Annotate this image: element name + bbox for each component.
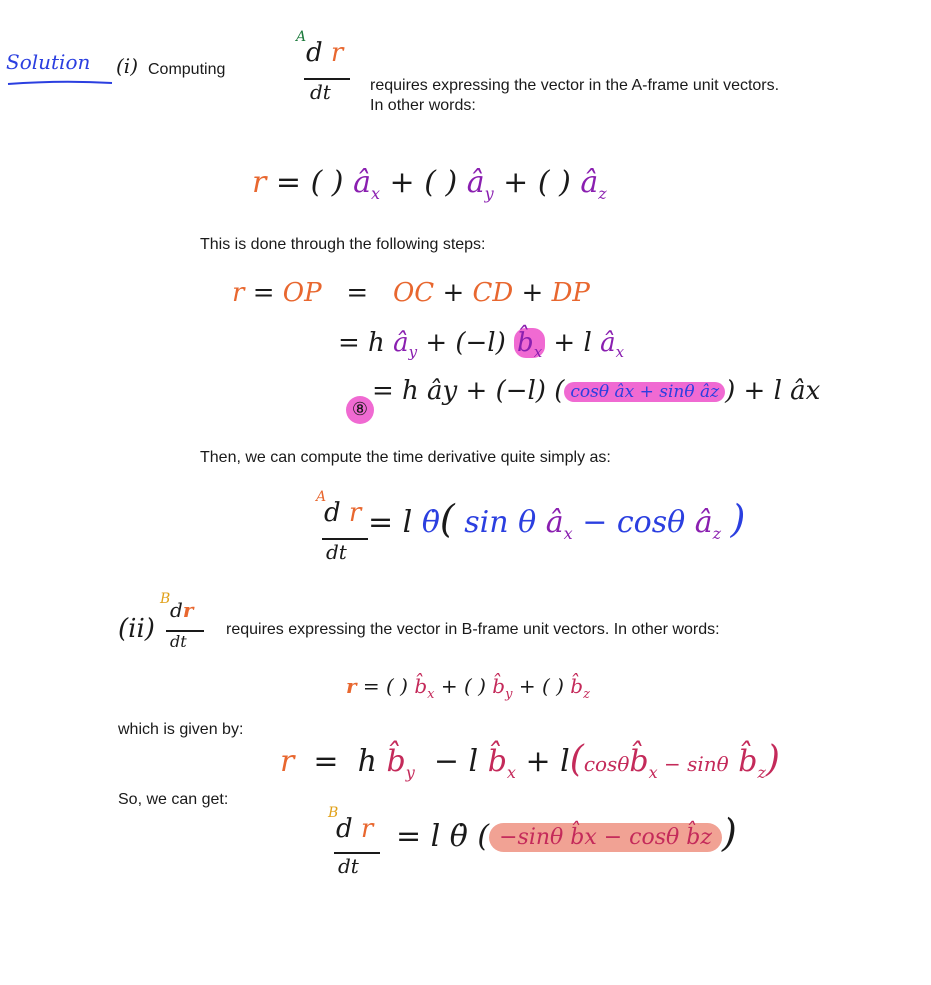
deriv-a-dt: dt: [326, 540, 347, 564]
dt-denominator: dt: [310, 80, 331, 104]
steps-intro: This is done through the following steps:: [200, 236, 486, 253]
d-r-numerator-b: dr: [170, 598, 194, 622]
deriv-b-rhs: = l θ̇ ( −sinθ b̂x − cosθ b̂z ): [396, 811, 737, 855]
d-r-numerator: d r: [306, 38, 344, 68]
template-equation-b: r = ( ) $b̂_x$ + ( ) $b̂_y$ + ( ) $b̂_z$: [346, 674, 590, 702]
so-we-get-text: So, we can get:: [118, 791, 229, 808]
given-by-text: which is given by:: [118, 721, 244, 738]
circled-eq-marker: ⑧: [346, 396, 374, 424]
salmon-highlight: −sinθ b̂x − cosθ b̂z: [489, 823, 722, 852]
deriv-b-super: B: [328, 805, 339, 821]
requires-text-b: requires expressing the vector in B-frame unit vectors. In other words:: [226, 621, 720, 638]
deriv-b-numerator: d r: [336, 814, 374, 844]
deriv-b-dt: dt: [338, 854, 359, 878]
derivative-intro: Then, we can compute the time derivative quite simply as:: [200, 449, 611, 466]
solution-label: Solution: [6, 50, 91, 74]
deriv-a-numerator: d r: [324, 498, 362, 528]
highlighted-expansion: cosθ âx + sinθ âz: [564, 382, 725, 402]
part-ii-label: (ii): [118, 614, 155, 644]
solution-underline: [6, 78, 116, 88]
computing-text: Computing: [148, 61, 226, 78]
dt-denominator-b: dt: [170, 632, 187, 651]
frame-a-superscript: A: [296, 29, 307, 45]
part-i-label: (i): [116, 54, 139, 78]
requires-text-a: requires expressing the vector in the A-frame unit vectors.: [370, 77, 780, 94]
deriv-a-rhs: = l θ̇( sin θ $â_x - \cos\theta$ $â_z$ ): [368, 497, 746, 543]
in-other-words-a: In other words:: [370, 97, 476, 114]
step-line-2: = h $â_y + (-l)$ $b̂_x + l$ $â_x$: [338, 328, 625, 362]
template-equation-a: r = ( ) $â_x$ + ( ) $â_y$ + ( ) $â_z$: [252, 165, 607, 203]
frame-b-superscript: B: [160, 591, 171, 607]
step-line-3: = h ây + (−l) ( cosθ âx + sinθ âz ) + l âx: [372, 376, 821, 406]
deriv-a-super: A: [316, 489, 327, 505]
expression-b: r = h $b̂_y - l$ $b̂_x$ + $l(\cos\theta b̂_x - \sin\theta$ $b̂_z$): [280, 739, 780, 782]
step-line-1: r = OP = OC + CD + DP: [232, 278, 590, 308]
